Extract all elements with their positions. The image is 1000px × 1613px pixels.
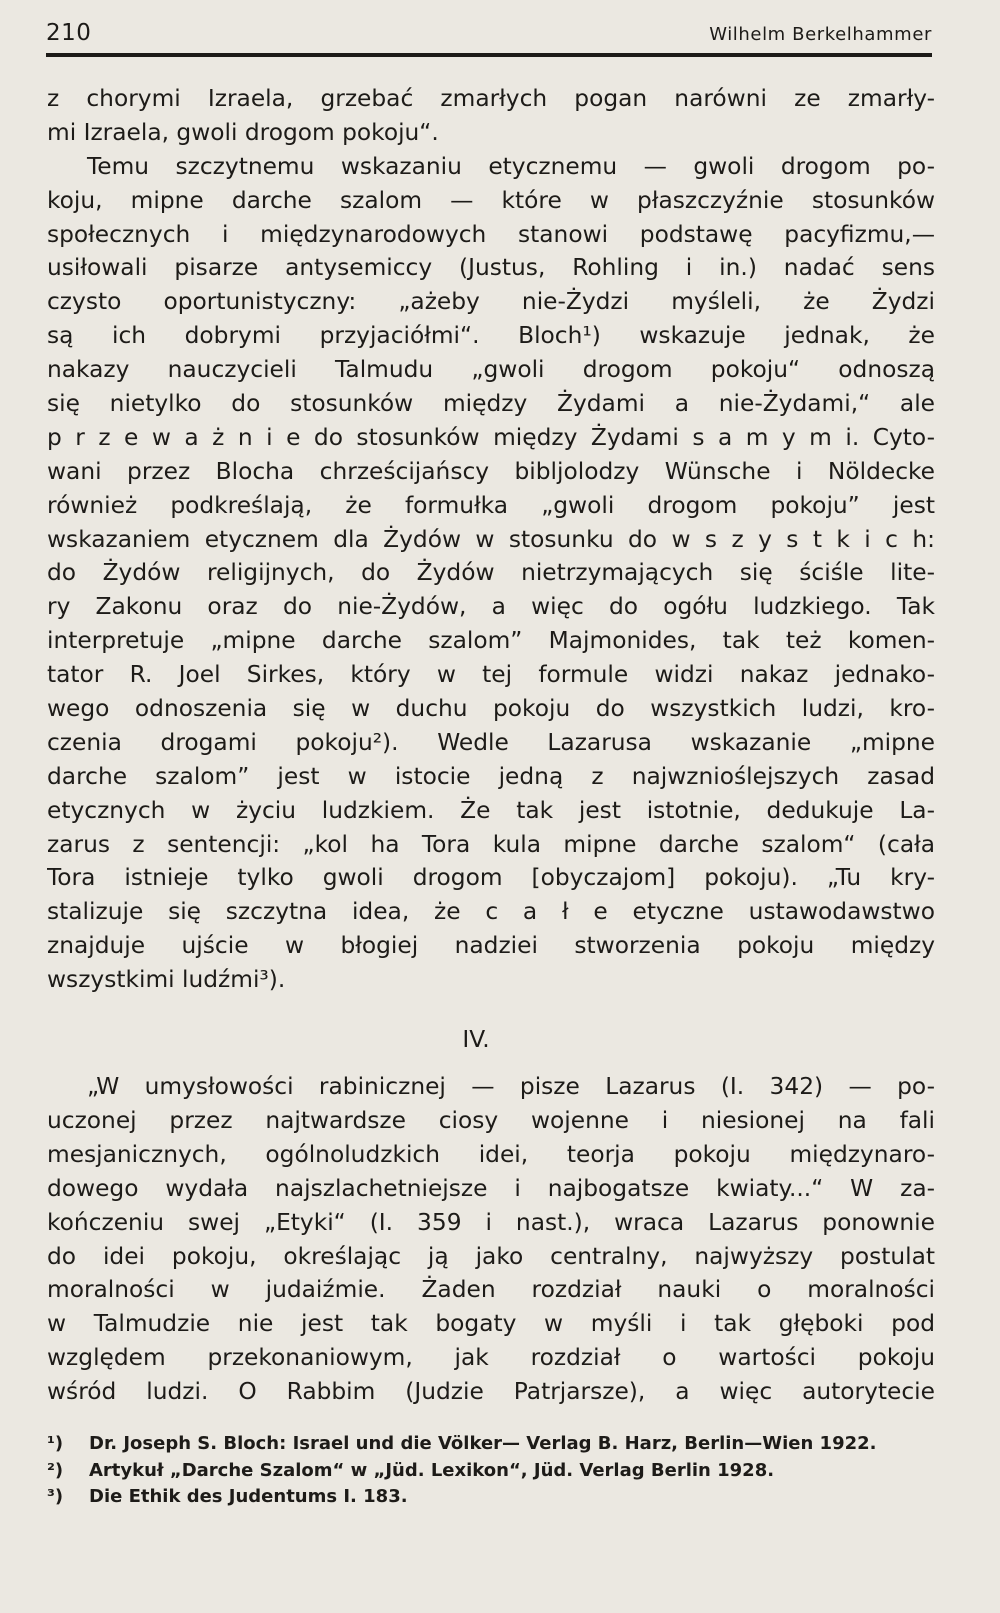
text-line: usiłowali pisarze antysemiccy (Justus, Rohling i in.) nadać sens xyxy=(47,254,935,282)
text-line: wani przez Blocha chrześcijańscy bibljolodzy Wünsche i Nöldecke xyxy=(47,457,935,485)
footnote-text: Dr. Joseph S. Bloch: Israel und die Völker— Verlag B. Harz, Berlin—Wien 1922. xyxy=(89,1433,877,1454)
paragraph-group-1 xyxy=(47,82,935,997)
text-line: społecznych i międzynarodowych stanowi podstawę pacyfizmu,— xyxy=(47,220,935,248)
text-line: wskazaniem etycznem dla Żydów w stosunku do w s z y s t k i c h: xyxy=(47,525,935,553)
text-line: są ich dobrymi przyjaciółmi“. Bloch¹) wskazuje jednak, że xyxy=(47,322,935,350)
text-line: znajduje ujście w błogiej nadziei stworzenia pokoju między xyxy=(47,932,935,960)
text-line: wśród ludzi. O Rabbim (Judzie Patrjarsze), a więc autorytecie xyxy=(47,1378,935,1406)
page-header xyxy=(46,20,934,52)
page-number: 210 xyxy=(46,20,92,46)
text-line: kończeniu swej „Etyki“ (I. 359 i nast.), wraca Lazarus ponownie xyxy=(47,1208,935,1236)
text-line: interpretuje „mipne darche szalom” Majmonides, tak też komen- xyxy=(47,627,935,655)
footnote-marker: ³) xyxy=(47,1486,64,1508)
text-line: p r z e w a ż n i e do stosunków między Żydami s a m y m i. Cyto- xyxy=(47,423,935,451)
footnote xyxy=(47,1458,935,1485)
footnote-text: Artykuł „Darche Szalom“ w „Jüd. Lexikon“, Jüd. Verlag Berlin 1928. xyxy=(89,1459,775,1481)
text-line: „W umysłowości rabinicznej — pisze Lazarus (I. 342) — po- xyxy=(87,1073,935,1101)
footnote xyxy=(47,1484,935,1511)
footnote-marker: ¹) xyxy=(47,1433,64,1454)
text-line: do idei pokoju, określając ją jako centralny, najwyższy postulat xyxy=(47,1242,935,1270)
footnote-text: Die Ethik des Judentums I. 183. xyxy=(89,1486,408,1508)
text-line: moralności w judaiźmie. Żaden rozdział nauki o moralności xyxy=(47,1276,935,1304)
text-line: uczonej przez najtwardsze ciosy wojenne i niesionej na fali xyxy=(47,1106,935,1134)
text-line: etycznych w życiu ludzkiem. Że tak jest istotnie, dedukuje La- xyxy=(47,796,935,824)
text-line: względem przekonaniowym, jak rozdział o wartości pokoju xyxy=(47,1344,935,1372)
section-heading: IV. xyxy=(462,1026,490,1054)
footnote-marker: ²) xyxy=(47,1459,64,1481)
text-line: wego odnoszenia się w duchu pokoju do wszystkich ludzi, kro- xyxy=(47,695,935,723)
text-line: zarus z sentencji: „kol ha Tora kula mipne darche szalom“ (cała xyxy=(47,830,935,858)
text-line: Tora istnieje tylko gwoli drogom [obyczajom] pokoju). „Tu kry- xyxy=(47,864,935,892)
text-line: nakazy nauczycieli Talmudu „gwoli drogom pokoju“ odnoszą xyxy=(47,356,935,384)
running-head: Wilhelm Berkelhammer xyxy=(709,24,932,45)
text-line: czysto oportunistyczny: „ażeby nie-Żydzi myśleli, że Żydzi xyxy=(47,288,935,316)
text-line: mesjanicznych, ogólnoludzkich idei, teorja pokoju międzynaro- xyxy=(47,1140,935,1168)
text-line: koju, mipne darche szalom — które w płaszczyźnie stosunków xyxy=(47,186,935,214)
text-line: czenia drogami pokoju²). Wedle Lazarusa wskazanie „mipne xyxy=(47,728,935,756)
text-line: tator R. Joel Sirkes, który w tej formule widzi nakaz jednako- xyxy=(47,661,935,689)
header-rule xyxy=(46,53,932,57)
footnote xyxy=(47,1431,935,1458)
body-text xyxy=(47,82,935,1409)
text-line: z chorymi Izraela, grzebać zmarłych pogan narówni ze zmarły- xyxy=(47,85,935,112)
footnotes xyxy=(47,1431,935,1511)
text-line: ry Zakonu oraz do nie-Żydów, a więc do ogółu ludzkiego. Tak xyxy=(47,593,935,621)
text-line: dowego wydała najszlachetniejsze i najbogatsze kwiaty...“ W za- xyxy=(47,1174,935,1202)
text-line: darche szalom” jest w istocie jedną z najwznioślejszych zasad xyxy=(47,762,935,790)
text-line: również podkreślają, że formułka „gwoli drogom pokoju” jest xyxy=(47,491,935,519)
text-line: się nietylko do stosunków między Żydami a nie-Żydami,“ ale xyxy=(47,390,935,418)
paragraph-group-2 xyxy=(47,1070,935,1409)
text-line: mi Izraela, gwoli drogom pokoju“. xyxy=(47,118,439,146)
text-line: stalizuje się szczytna idea, że c a ł e etyczne ustawodawstwo xyxy=(47,898,935,926)
text-line: wszystkimi ludźmi³). xyxy=(47,966,286,994)
text-line: Temu szczytnemu wskazaniu etycznemu — gwoli drogom po- xyxy=(87,152,935,180)
text-line: do Żydów religijnych, do Żydów nietrzymających się ściśle lite- xyxy=(47,559,935,587)
text-line: w Talmudzie nie jest tak bogaty w myśli i tak głęboki pod xyxy=(47,1310,935,1338)
